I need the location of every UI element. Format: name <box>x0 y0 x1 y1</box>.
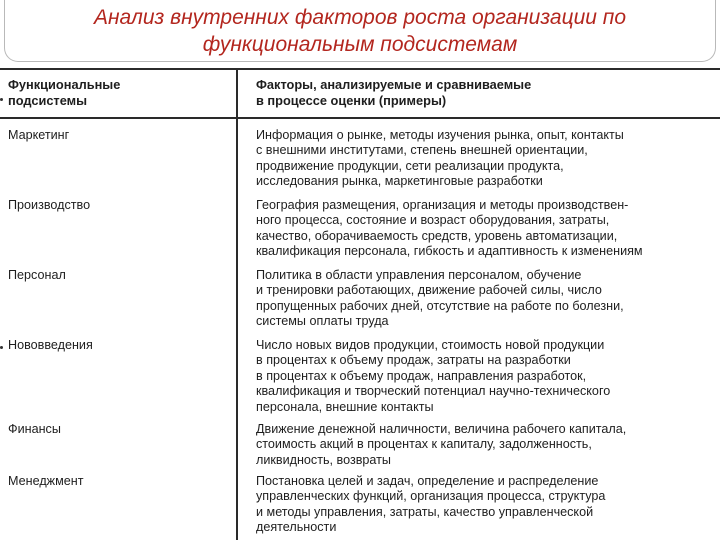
header-subsystems: Функциональные подсистемы <box>8 77 121 108</box>
row-factors-marketing: Информация о рынке, методы изучения рынка, опыт, контакты с внешними институтами, степень внешней ориентации, продвижение продукции, сети реализации продукта, исследования рынка, маркетинговые разработки <box>256 128 624 189</box>
row-factors-innovations: Число новых видов продукции, стоимость новой продукции в процентах к объему продаж, затраты на разработки в процентах к объему продаж, направления разработок, квалификация и творческий потенциал научно-технического персонала, внешние контакты <box>256 338 611 414</box>
row-bullet <box>0 98 3 101</box>
row-subsystem-innovations: Нововведения <box>8 338 93 352</box>
row-factors-finance: Движение денежной наличности, величина рабочего капитала, стоимость акций в процентах к капиталу, задолженность, ликвидность, возвраты <box>256 422 627 467</box>
row-bullet <box>0 346 3 349</box>
header-factors: Факторы, анализируемые и сравниваемые в процессе оценки (примеры) <box>256 77 532 108</box>
row-subsystem-personnel: Персонал <box>8 268 66 282</box>
row-factors-personnel: Политика в области управления персоналом, обучение и тренировки работающих, движение рабочей силы, число пропущенных рабочих дней, отсутствие на работе по болезни, системы оплаты труда <box>256 268 624 329</box>
row-subsystem-finance: Финансы <box>8 422 61 436</box>
table-header-rule <box>0 117 720 119</box>
factors-table <box>0 68 720 540</box>
table-top-rule <box>0 68 720 70</box>
row-subsystem-management: Менеджмент <box>8 474 84 488</box>
row-subsystem-marketing: Маркетинг <box>8 128 70 142</box>
row-subsystem-production: Производство <box>8 198 91 212</box>
table-column-divider <box>236 68 238 540</box>
row-factors-management: Постановка целей и задач, определение и распределение управленческих функций, организация процесса, структура и методы управления, затраты, качество управленческой деятельности <box>256 474 606 535</box>
row-factors-production: География размещения, организация и методы производствен- ного процесса, состояние и возраст оборудования, затраты, качество, оборачиваемость средств, уровень автоматизации, квалификация персонала, гибкость и адаптивность к изменениям <box>256 198 643 259</box>
page-title: Анализ внутренних факторов роста организации по функциональным подсистемам <box>93 6 626 56</box>
